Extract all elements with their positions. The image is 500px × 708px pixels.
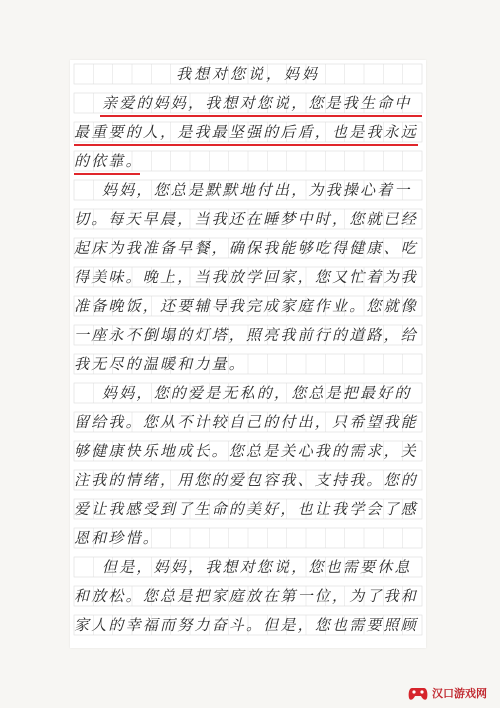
text-line: 得美味。晚上，当我放学回家，您又忙着为我 (74, 268, 419, 286)
text-line: 爱让我感受到了生命的美好，也让我学会了感 (74, 500, 419, 518)
text-line: 的依靠。 (74, 152, 143, 170)
text-line: 一座永不倒塌的灯塔，照亮我前行的道路，给 (74, 326, 419, 344)
text-line: 起床为我准备早餐，确保我能够吃得健康、吃 (74, 239, 419, 257)
text-line: 妈妈，您的爱是无私的，您总是把最好的 (102, 384, 412, 402)
text-line: 妈妈，您总是默默地付出，为我操心着一 (102, 181, 412, 199)
site-watermark (408, 682, 496, 704)
text-line: 恩和珍惜。 (74, 529, 161, 547)
composition-sheet (70, 60, 426, 648)
text-line: 最重要的人，是我最坚强的后盾，也是我永远 (74, 123, 419, 141)
text-line: 准备晚饭，还要辅导我完成家庭作业。您就像 (74, 297, 419, 315)
text-line: 但是，妈妈，我想对您说，您也需要休息 (102, 558, 412, 576)
text-line: 注我的情绪，用您的爱包容我、支持我。您的 (74, 471, 419, 489)
watermark-text: 汉口游戏网 (432, 687, 487, 700)
text-line: 和放松。您总是把家庭放在第一位，为了我和 (74, 587, 419, 605)
essay-title: 我想对您说，妈妈 (175, 65, 320, 83)
text-line: 够健康快乐地成长。您总是关心我的需求，关 (74, 442, 419, 460)
text-line: 家人的幸福而努力奋斗。但是，您也需要照顾 (74, 616, 419, 634)
game-controller-icon (408, 684, 428, 702)
text-line: 亲爱的妈妈，我想对您说，您是我生命中 (102, 94, 412, 112)
text-line: 留给我。您从不计较自己的付出，只希望我能 (74, 413, 419, 431)
text-line: 我无尽的温暖和力量。 (74, 355, 247, 373)
text-line: 切。每天早晨，当我还在睡梦中时，您就已经 (74, 210, 419, 228)
